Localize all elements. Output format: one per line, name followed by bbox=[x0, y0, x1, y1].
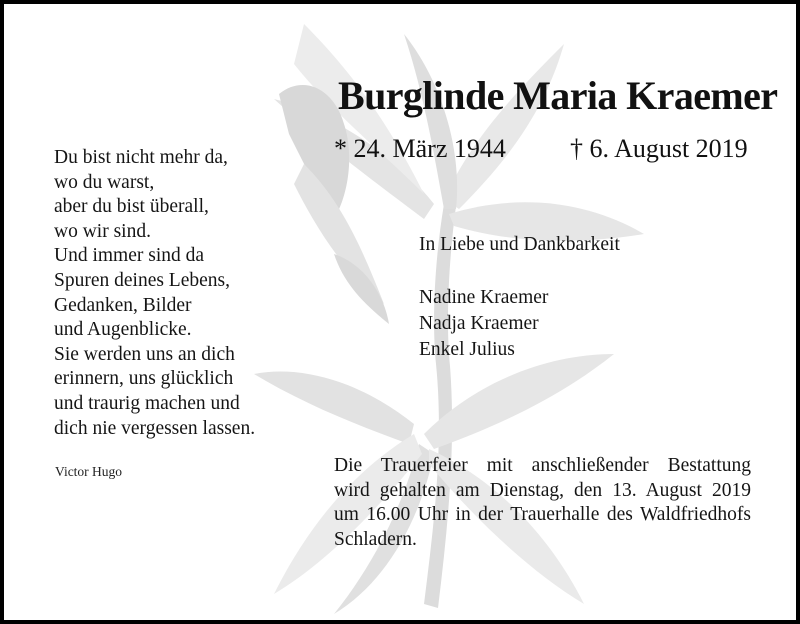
poem-author: Victor Hugo bbox=[55, 464, 123, 479]
poem-line: dich nie vergessen lassen. bbox=[54, 417, 256, 439]
poem-line: erinnern, uns glücklich bbox=[54, 368, 234, 390]
death-date: † 6. August 2019 bbox=[570, 134, 748, 163]
mourner-name: Nadine Kraemer bbox=[419, 287, 549, 308]
birth-date: * 24. März 1944 bbox=[334, 134, 506, 163]
poem-line: Spuren deines Lebens, bbox=[54, 269, 230, 291]
poem-line: wo du warst, bbox=[54, 171, 155, 193]
poem-line: Und immer sind da bbox=[54, 245, 205, 267]
poem-line: und Augenblicke. bbox=[54, 319, 192, 341]
poem bbox=[54, 146, 255, 441]
funeral-line: Schladern. bbox=[334, 528, 417, 550]
poem-line: wo wir sind. bbox=[54, 220, 151, 242]
funeral-line: wird gehalten am Dienstag, den 13. August 2019 bbox=[334, 479, 751, 501]
poem-line: Du bist nicht mehr da, bbox=[54, 147, 228, 168]
funeral-notice bbox=[334, 454, 751, 552]
mourners-list bbox=[419, 285, 548, 363]
poem-line: Gedanken, Bilder bbox=[54, 294, 192, 316]
poem-line: aber du bist überall, bbox=[54, 196, 209, 218]
mourner-name: Nadja Kraemer bbox=[419, 313, 539, 334]
mourner-name: Enkel Julius bbox=[419, 339, 515, 360]
mourners-intro: In Liebe und Dankbarkeit bbox=[419, 234, 620, 255]
deceased-name: Burglinde Maria Kraemer bbox=[338, 73, 778, 118]
poem-line: Sie werden uns an dich bbox=[54, 343, 235, 365]
poem-line: und traurig machen und bbox=[54, 392, 240, 414]
funeral-line: um 16.00 Uhr in der Trauerhalle des Waldfriedhofs bbox=[334, 504, 751, 526]
funeral-line: Die Trauerfeier mit anschließender Bestattung bbox=[334, 455, 751, 476]
